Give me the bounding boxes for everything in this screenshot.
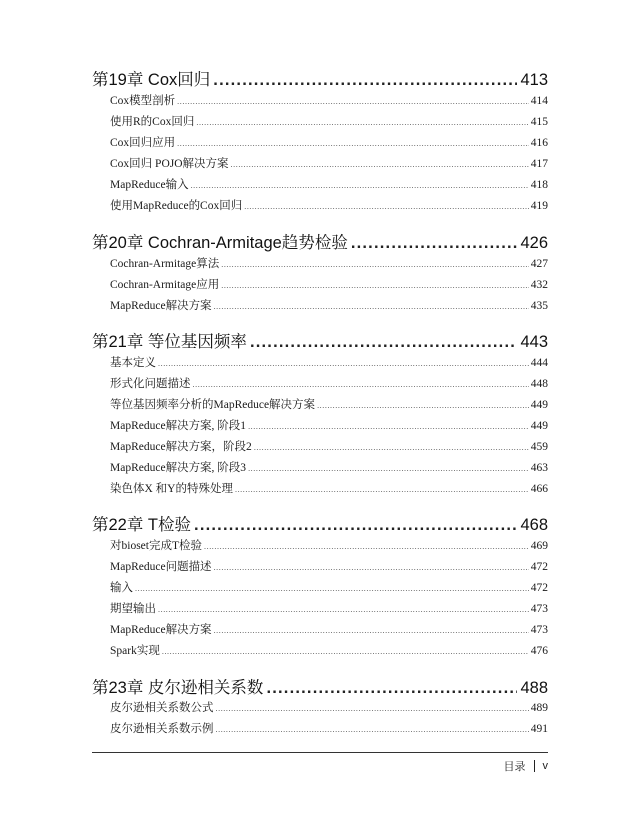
leader-dots <box>194 516 517 535</box>
section-title: 染色体X 和Y的特殊处理 <box>110 483 233 495</box>
leader-dots <box>248 464 529 473</box>
leader-dots <box>162 647 529 656</box>
toc-section-entry[interactable] <box>110 720 548 736</box>
page-footer <box>380 758 548 774</box>
section-title: MapReduce问题描述 <box>110 561 212 573</box>
leader-dots <box>193 380 529 389</box>
section-page-number: 459 <box>530 441 548 453</box>
leader-dots <box>196 118 528 127</box>
leader-dots <box>266 679 517 698</box>
section-page-number: 473 <box>530 624 548 636</box>
toc-section-entry[interactable] <box>110 92 548 108</box>
toc-section-entry[interactable] <box>110 642 548 658</box>
section-page-number: 414 <box>530 95 548 107</box>
leader-dots <box>216 725 529 734</box>
toc-section-entry[interactable] <box>110 480 548 496</box>
toc-section-entry[interactable] <box>110 600 548 616</box>
chapter-page-number: 468 <box>520 516 548 534</box>
section-page-number: 419 <box>530 200 548 212</box>
section-page-number: 472 <box>530 582 548 594</box>
leader-dots <box>317 401 529 410</box>
toc-section-entry[interactable] <box>110 354 548 370</box>
leader-dots <box>135 584 529 593</box>
section-title: 基本定义 <box>110 357 156 369</box>
leader-dots <box>231 160 529 169</box>
leader-dots <box>204 542 529 551</box>
section-title: 期望输出 <box>110 603 156 615</box>
section-page-number: 476 <box>530 645 548 657</box>
section-title: MapReduce解决方案, 阶段1 <box>110 420 247 432</box>
section-page-number: 435 <box>530 300 548 312</box>
toc-section-entry[interactable] <box>110 396 548 412</box>
chapter-title: 第20章 Cochran-Armitage趋势检验 <box>92 234 348 252</box>
toc-section-entry[interactable] <box>110 459 548 475</box>
section-page-number: 449 <box>530 420 548 432</box>
chapter-page-number: 488 <box>520 679 548 697</box>
leader-dots <box>216 704 529 713</box>
section-title: 使用MapReduce的Cox回归 <box>110 200 243 212</box>
section-page-number: 491 <box>530 723 548 735</box>
toc-chapter-entry[interactable] <box>92 674 548 696</box>
toc-section-entry[interactable] <box>110 155 548 171</box>
toc-section-entry[interactable] <box>110 176 548 192</box>
section-title: 使用R的Cox回归 <box>110 116 195 128</box>
leader-dots <box>177 97 529 106</box>
toc-section-entry[interactable] <box>110 537 548 553</box>
leader-dots <box>191 181 529 190</box>
toc-section-entry[interactable] <box>110 197 548 213</box>
footer-page-number: v <box>542 760 548 772</box>
footer-rule <box>92 752 548 753</box>
leader-dots <box>254 443 529 452</box>
toc-section-entry[interactable] <box>110 558 548 574</box>
toc-section-entry[interactable] <box>110 276 548 292</box>
chapter-page-number: 413 <box>520 71 548 89</box>
toc-section-entry[interactable] <box>110 579 548 595</box>
section-title: Cox回归应用 <box>110 137 176 149</box>
section-page-number: 416 <box>530 137 548 149</box>
chapter-title: 第19章 Cox回归 <box>92 71 211 89</box>
leader-dots <box>214 563 529 572</box>
toc-section-entry[interactable] <box>110 134 548 150</box>
section-title: MapReduce解决方案 <box>110 624 212 636</box>
toc-section-entry[interactable] <box>110 438 548 454</box>
section-page-number: 473 <box>530 603 548 615</box>
section-page-number: 469 <box>530 540 548 552</box>
leader-dots <box>221 260 529 269</box>
toc-chapter-entry[interactable] <box>92 66 548 88</box>
section-title: 对bioset完成T检验 <box>110 540 202 552</box>
section-page-number: 417 <box>530 158 548 170</box>
leader-dots <box>221 281 529 290</box>
leader-dots <box>177 139 529 148</box>
section-title: 输入 <box>110 582 133 594</box>
leader-dots <box>214 626 529 635</box>
toc-section-entry[interactable] <box>110 417 548 433</box>
section-title: 皮尔逊相关系数公式 <box>110 702 214 714</box>
section-page-number: 448 <box>530 378 548 390</box>
leader-dots <box>351 234 518 253</box>
section-title: MapReduce解决方案，阶段2 <box>110 441 252 453</box>
toc-section-entry[interactable] <box>110 621 548 637</box>
chapter-title: 第22章 T检验 <box>92 516 192 534</box>
section-page-number: 427 <box>530 258 548 270</box>
toc-section-entry[interactable] <box>110 375 548 391</box>
toc-chapter-entry[interactable] <box>92 511 548 533</box>
toc-chapter-entry[interactable] <box>92 229 548 251</box>
section-page-number: 472 <box>530 561 548 573</box>
section-title: 形式化问题描述 <box>110 378 191 390</box>
chapter-title: 第23章 皮尔逊相关系数 <box>92 679 264 697</box>
footer-label: 目录 <box>503 761 526 773</box>
toc-section-entry[interactable] <box>110 255 548 271</box>
leader-dots <box>214 302 529 311</box>
section-page-number: 432 <box>530 279 548 291</box>
chapter-title: 第21章 等位基因频率 <box>92 333 247 351</box>
section-title: 等位基因频率分析的MapReduce解决方案 <box>110 399 316 411</box>
toc-section-entry[interactable] <box>110 113 548 129</box>
leader-dots <box>158 359 529 368</box>
section-title: Cochran-Armitage应用 <box>110 279 220 291</box>
section-page-number: 415 <box>530 116 548 128</box>
toc-chapter-entry[interactable] <box>92 328 548 350</box>
chapter-page-number: 426 <box>520 234 548 252</box>
section-title: MapReduce输入 <box>110 179 189 191</box>
leader-dots <box>235 485 529 494</box>
section-page-number: 466 <box>530 483 548 495</box>
section-title: Spark实现 <box>110 645 160 657</box>
section-page-number: 444 <box>530 357 548 369</box>
leader-dots <box>158 605 529 614</box>
toc-section-entry[interactable] <box>110 699 548 715</box>
section-page-number: 463 <box>530 462 548 474</box>
section-title: Cox回归 POJO解决方案 <box>110 158 229 170</box>
leader-dots <box>244 202 529 211</box>
chapter-page-number: 443 <box>520 333 548 351</box>
section-page-number: 449 <box>530 399 548 411</box>
leader-dots <box>250 333 518 352</box>
section-title: 皮尔逊相关系数示例 <box>110 723 214 735</box>
toc-section-entry[interactable] <box>110 297 548 313</box>
section-page-number: 489 <box>530 702 548 714</box>
section-title: Cochran-Armitage算法 <box>110 258 220 270</box>
leader-dots <box>213 71 517 90</box>
leader-dots <box>248 422 529 431</box>
section-page-number: 418 <box>530 179 548 191</box>
footer-separator <box>534 760 535 772</box>
section-title: MapReduce解决方案, 阶段3 <box>110 462 247 474</box>
section-title: MapReduce解决方案 <box>110 300 212 312</box>
section-title: Cox模型剖析 <box>110 95 176 107</box>
